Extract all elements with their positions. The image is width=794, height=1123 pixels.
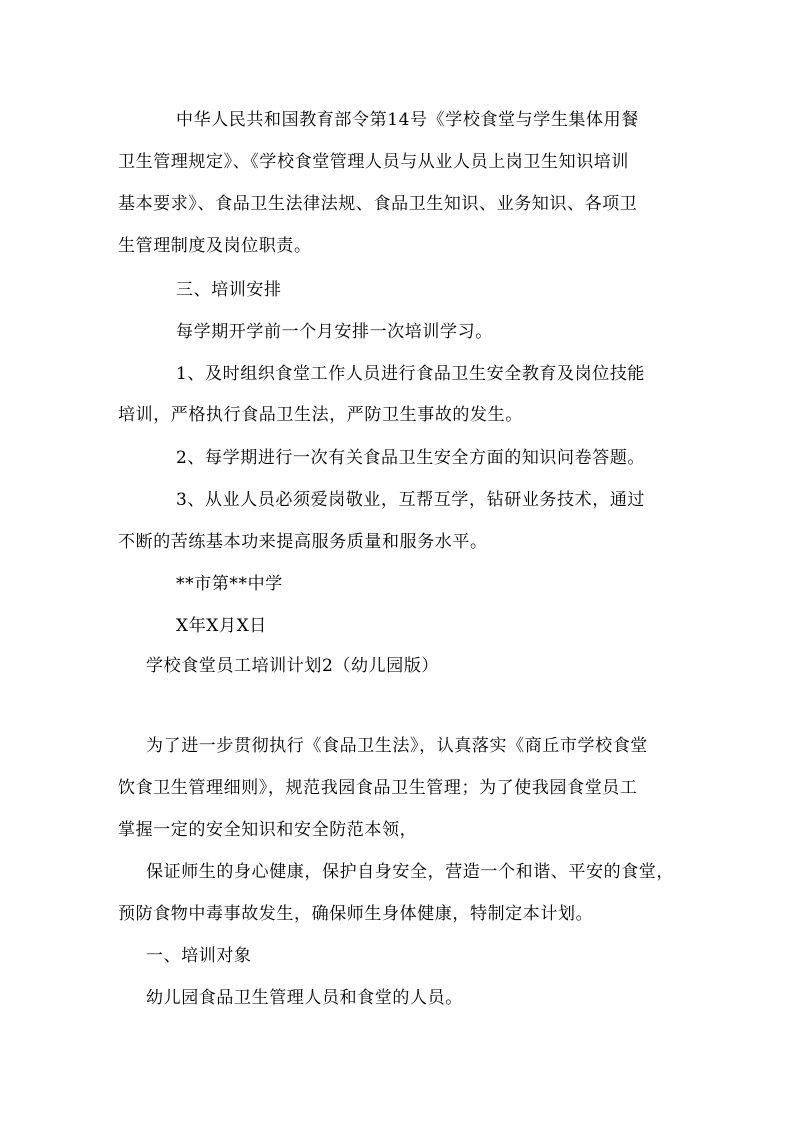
- list-item-2: 2、每学期进行一次有关食品卫生安全方面的知识问卷答题。: [176, 448, 646, 468]
- paragraph-line: 每学期开学前一个月安排一次培训学习。: [176, 322, 493, 342]
- paragraph-line: 基本要求》、食品卫生法律法规、食品卫生知识、业务知识、各项卫: [118, 194, 638, 214]
- list-item-1: 1、及时组织食堂工作人员进行食品卫生安全教育及岗位技能: [176, 364, 646, 384]
- paragraph-line: 预防食物中毒事故发生，确保师生身体健康，特制定本计划。: [118, 904, 594, 924]
- paragraph-line: 为了进一步贯彻执行《食品卫生法》，认真落实《商丘市学校食堂: [146, 736, 648, 756]
- paragraph-line: 掌握一定的安全知识和安全防范本领，: [118, 820, 418, 840]
- paragraph-line: 卫生管理规定》、《学校食堂管理人员与从业人员上岗卫生知识培训: [118, 152, 629, 172]
- paragraph-line: 中华人民共和国教育部令第14号《学校食堂与学生集体用餐: [176, 110, 639, 130]
- paragraph-line: 培训，严格执行食品卫生法，严防卫生事故的发生。: [118, 405, 523, 425]
- paragraph-line: 生管理制度及岗位职责。: [118, 236, 312, 256]
- paragraph-line: 幼儿园食品卫生管理人员和食堂的人员。: [146, 988, 463, 1008]
- section-heading: 一、培训对象: [146, 946, 252, 966]
- signature-org: **市第**中学: [176, 574, 283, 594]
- list-item-3: 3、从业人员必须爱岗敬业，互帮互学，钻研业务技术，通过: [176, 490, 646, 510]
- signature-date: X年X月X日: [176, 616, 267, 636]
- paragraph-line: 饮食卫生管理细则》，规范我园食品卫生管理；为了使我园食堂员工: [118, 778, 638, 798]
- paragraph-line: 不断的苦练基本功来提高服务质量和服务水平。: [118, 532, 488, 552]
- paragraph-line: 保证师生的身心健康，保护自身安全，营造一个和谐、平安的食堂，: [146, 862, 674, 882]
- section-heading: 三、培训安排: [176, 280, 282, 300]
- section-title: 学校食堂员工培训计划2（幼儿园版）: [146, 656, 440, 676]
